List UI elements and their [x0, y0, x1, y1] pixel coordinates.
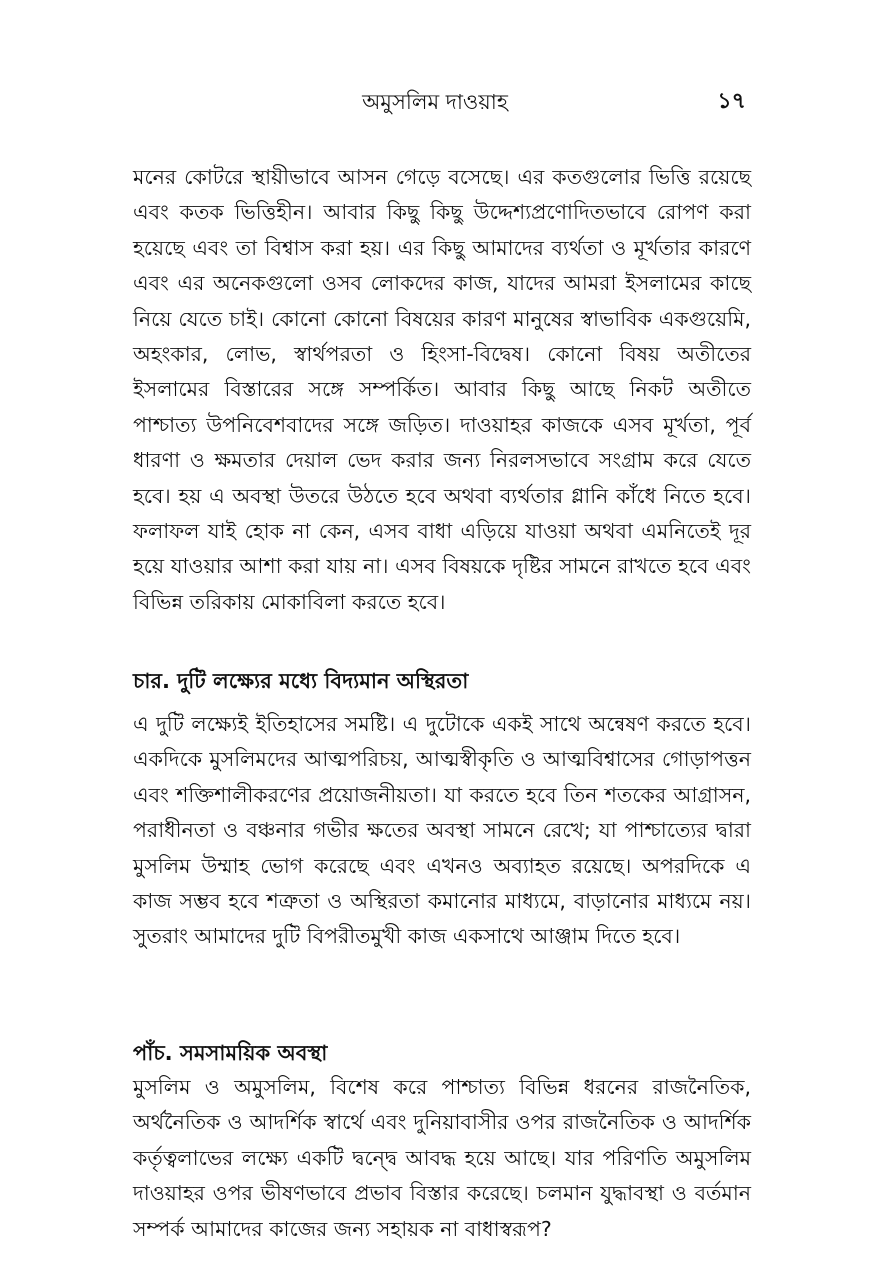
section-heading: চার. দুটি লক্ষ্যের মধ্যে বিদ্যমান অস্থিরতা — [133, 669, 469, 693]
running-header — [0, 86, 870, 118]
page-number: ১৭ — [717, 89, 746, 114]
body-paragraph: মনের কোটরে স্থায়ীভাবে আসন গেড়ে বসেছে। এর কতগুলোর ভিত্তি রয়েছে এবং কতক ভিত্তিহীন। আবার কিছু কিছু উদ্দেশ্যপ্রণোদিতভাবে রোপণ করা হয়েছে এবং তা বিশ্বাস করা হয়। এর কিছু আমাদের ব্যর্থতা ও মূর্খতার কারণে এবং এর অনেকগুলো ওসব লোকদের কাজ, যাদের আমরা ইসলামের কাছে নিয়ে যেতে চাই। কোনো কোনো বিষয়ের কারণ মানুষের স্বাভাবিক একগুয়েমি, অহংকার, লোভ, স্বার্থপরতা ও হিংসা-বিদ্বেষ। কোনো বিষয় অতীতের ইসলামের বিস্তারের সঙ্গে সম্পর্কিত। আবার কিছু আছে নিকট অতীতে পাশ্চাত্য উপনিবেশবাদের সঙ্গে জড়িত। দাওয়াহর কাজকে এসব মূর্খতা, পূর্ব ধারণা ও ক্ষমতার দেয়াল ভেদ করার জন্য নিরলসভাবে সংগ্রাম করে যেতে হবে। হয় এ অবস্থা উতরে উঠতে হবে অথবা ব্যর্থতার গ্লানি কাঁধে নিতে হবে। ফলাফল যাই হোক না কেন, এসব বাধা এড়িয়ে যাওয়া অথবা এমনিতেই দূর হয়ে যাওয়ার আশা করা যায় না। এসব বিষয়কে দৃষ্টির সামনে রাখতে হবে এবং বিভিন্ন তরিকায় মোকাবিলা করতে হবে। — [133, 165, 751, 614]
body-paragraph: মুসলিম ও অমুসলিম, বিশেষ করে পাশ্চাত্য বিভিন্ন ধরনের রাজনৈতিক, অর্থনৈতিক ও আদর্শিক স্বার্থে এবং দুনিয়াবাসীর ওপর রাজনৈতিক ও আদর্শিক কর্তৃত্বলাভের লক্ষ্যে একটি দ্বন্দ্বে আবদ্ধ হয়ে আছে। যার পরিণতি অমুসলিম দাওয়াহর ওপর ভীষণভাবে প্রভাব বিস্তার করেছে। চলমান যুদ্ধাবস্থা ও বর্তমান সম্পর্ক আমাদের কাজের জন্য সহায়ক না বাধাস্বরূপ? — [133, 1075, 751, 1241]
body-paragraph: এ দুটি লক্ষ্যেই ইতিহাসের সমষ্টি। এ দুটোকে একই সাথে অন্বেষণ করতে হবে। একদিকে মুসলিমদের আত্মপরিচয়, আত্মস্বীকৃতি ও আত্মবিশ্বাসের গোড়াপত্তন এবং শক্তিশালীকরণের প্রয়োজনীয়তা। যা করতে হবে তিন শতকের আগ্রাসন, পরাধীনতা ও বঞ্চনার গভীর ক্ষতের অবস্থা সামনে রেখে; যা পাশ্চাত্যের দ্বারা মুসলিম উম্মাহ ভোগ করেছে এবং এখনও অব্যাহত রয়েছে। অপরদিকে এ কাজ সম্ভব হবে শত্রুতা ও অস্থিরতা কমানোর মাধ্যমে, বাড়ানোর মাধ্যমে নয়। সুতরাং আমাদের দুটি বিপরীতমুখী কাজ একসাথে আঞ্জাম দিতে হবে। — [133, 712, 751, 949]
running-title: অমুসলিম দাওয়াহ — [362, 90, 508, 114]
section-heading: পাঁচ. সমসাময়িক অবস্থা — [133, 1041, 328, 1065]
